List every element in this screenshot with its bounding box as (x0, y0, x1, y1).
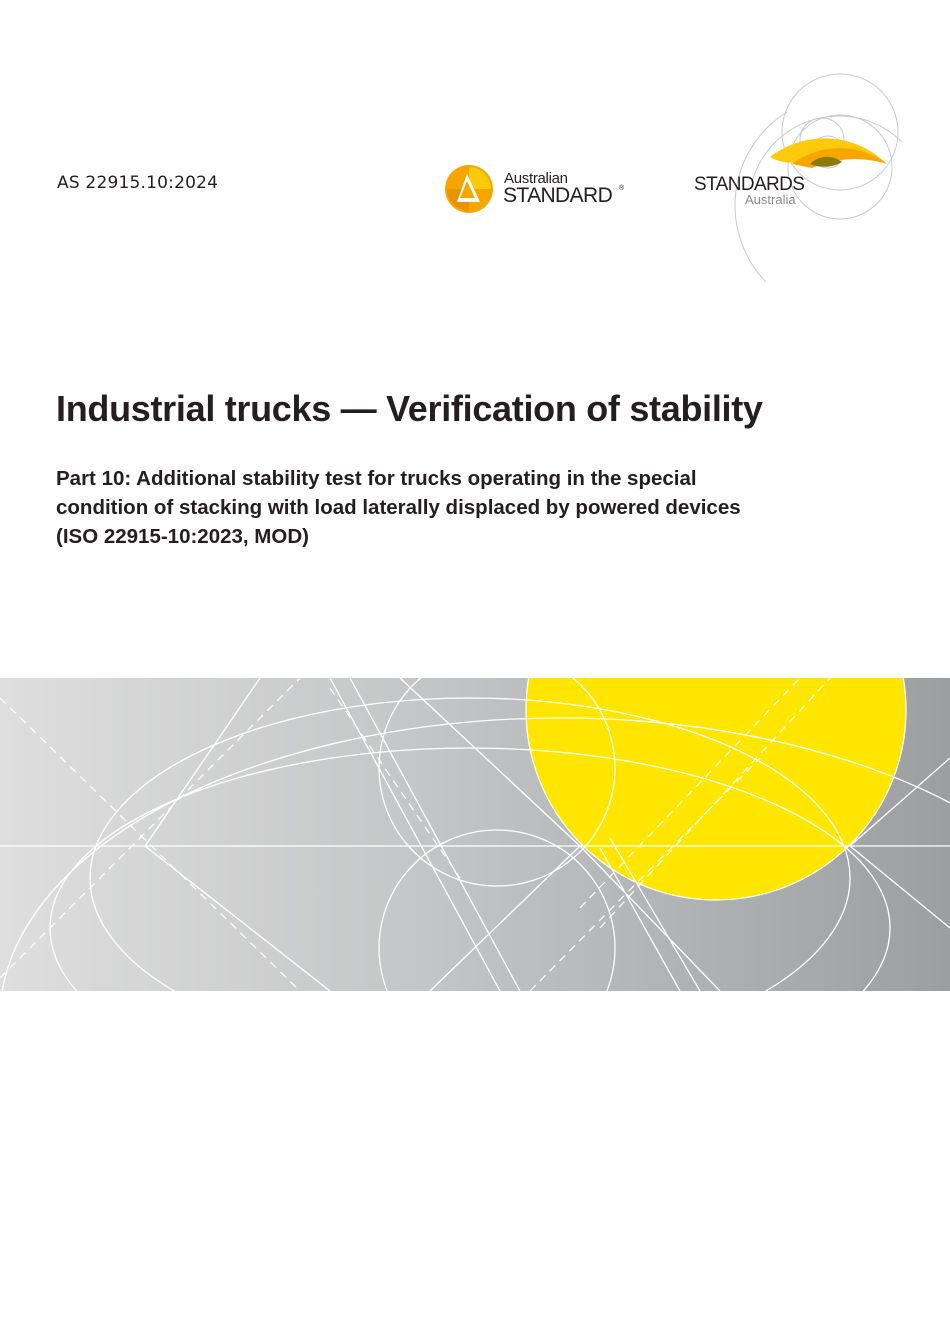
australian-standard-logo (444, 164, 634, 216)
document-code: AS 22915.10:2024 (57, 173, 219, 193)
geometric-pattern-graphic (0, 678, 950, 991)
document-subtitle (56, 464, 916, 551)
logo-word-australia: Australia (745, 192, 796, 207)
logo-word-standards: STANDARDS (694, 174, 805, 195)
subtitle-line: Part 10: Additional stability test for trucks operating in the special (56, 467, 697, 490)
logo-word-australian: Australian (504, 170, 568, 187)
subtitle-line: condition of stacking with load laterally displaced by powered devices (56, 496, 741, 519)
document-title: Industrial trucks — Verification of stability (56, 388, 763, 429)
subtitle-line: (ISO 22915-10:2023, MOD) (56, 525, 309, 548)
registered-mark: ® (619, 185, 625, 192)
decorative-geometric-band (0, 678, 950, 991)
australian-standard-logo-mark (444, 164, 494, 214)
logo-word-standard: STANDARD (503, 184, 613, 207)
standards-australia-logo (692, 72, 912, 284)
